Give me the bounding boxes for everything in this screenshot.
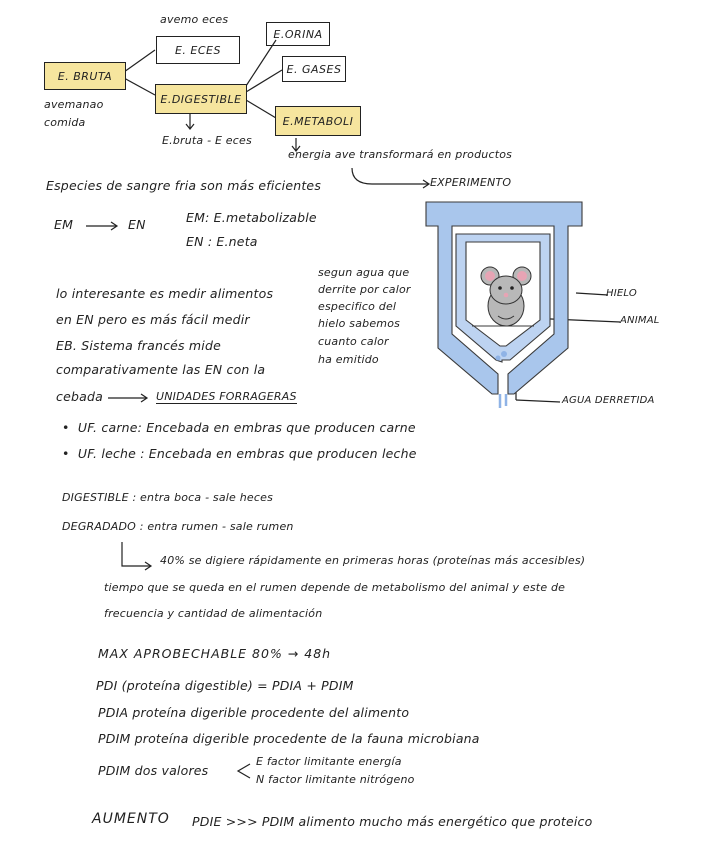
e-bruta-box: E. BRUTA xyxy=(44,62,126,90)
pdim-valor-e: E factor limitante energía xyxy=(256,755,402,768)
hielo-label: HIELO xyxy=(606,288,637,299)
uf-leche-text: UF. leche : Encebada en embras que producen leche xyxy=(77,446,417,461)
en-label: EN xyxy=(128,217,146,232)
left-note-line-4: comparativamente las EN con la xyxy=(56,362,266,377)
pdim-valor-n: N factor limitante nitrógeno xyxy=(256,773,415,786)
pdim-valores-label: PDIM dos valores xyxy=(98,763,209,778)
pdi-line-1: PDI (proteína digestible) = PDIA + PDIM xyxy=(96,678,354,693)
degradado-line: DEGRADADO : entra rumen - sale rumen xyxy=(62,520,294,533)
left-note-line-3: EB. Sistema francés mide xyxy=(56,338,221,353)
e-digestible-box: E.DIGESTIBLE xyxy=(155,84,247,114)
eces-top-note: avemo eces xyxy=(160,13,229,26)
max-aprovechable-line: MAX APROBECHABLE 80% → 48h xyxy=(98,646,332,661)
degradado-detail-2: tiempo que se queda en el rumen depende de metabolismo del animal y este de xyxy=(104,581,566,594)
left-note-line-2: en EN pero es más fácil medir xyxy=(56,312,250,327)
e-metabol-note: energia ave transformará en productos xyxy=(288,148,513,161)
en-definition: EN : E.neta xyxy=(186,234,258,249)
left-note-line-5: cebada xyxy=(56,389,103,404)
animal-label: ANIMAL xyxy=(620,315,660,326)
mid-note-line-2: derrite por calor xyxy=(318,283,411,296)
e-gases-box: E. GASES xyxy=(282,56,346,82)
uf-leche-item: • UF. leche : Encebada en embras que producen leche xyxy=(62,446,417,461)
experimento-label: EXPERIMENTO xyxy=(430,176,512,189)
digestible-line: DIGESTIBLE : entra boca - sale heces xyxy=(62,491,274,504)
e-eces-box: E. ECES xyxy=(156,36,240,64)
degradado-detail-1: 40% se digiere rápidamente en primeras horas (proteínas más accesibles) xyxy=(160,554,586,567)
calorimeter-drawing xyxy=(418,198,588,408)
e-bruta-note-2: comida xyxy=(44,116,86,129)
mid-note-line-3: especifico del xyxy=(318,300,397,313)
aumento-label: AUMENTO xyxy=(92,811,170,827)
pdi-line-2: PDIA proteína digerible procedente del alimento xyxy=(98,705,410,720)
aumento-rest: PDIE >>> PDIM alimento mucho más energético que proteico xyxy=(192,814,593,829)
em-label: EM xyxy=(54,217,74,232)
agua-label: AGUA DERRETIDA xyxy=(562,395,655,406)
uf-carne-item: • UF. carne: Encebada en embras que producen carne xyxy=(62,420,416,435)
e-metabol-box: E.METABOLI xyxy=(275,106,361,136)
e-orina-box: E.ORINA xyxy=(266,22,330,46)
e-bruta-note-1: avemanao xyxy=(44,98,104,111)
degradado-detail-3: frecuencia y cantidad de alimentación xyxy=(104,607,323,620)
left-note-line-1: lo interesante es medir alimentos xyxy=(56,286,274,301)
sangre-line: Especies de sangre fria son más eficientes xyxy=(46,178,322,193)
unidades-forrageras: UNIDADES FORRAGERAS xyxy=(156,390,297,403)
mid-note-line-5: cuanto calor xyxy=(318,335,389,348)
mid-note-line-1: segun agua que xyxy=(318,266,410,279)
uf-carne-text: UF. carne: Encebada en embras que producen carne xyxy=(77,420,416,435)
em-definition: EM: E.metabolizable xyxy=(186,210,317,225)
mid-note-line-4: hielo sabemos xyxy=(318,317,401,330)
pdi-line-3: PDIM proteína digerible procedente de la fauna microbiana xyxy=(98,731,480,746)
mid-note-line-6: ha emitido xyxy=(318,353,379,366)
e-digestible-note: E.bruta - E eces xyxy=(162,134,252,147)
